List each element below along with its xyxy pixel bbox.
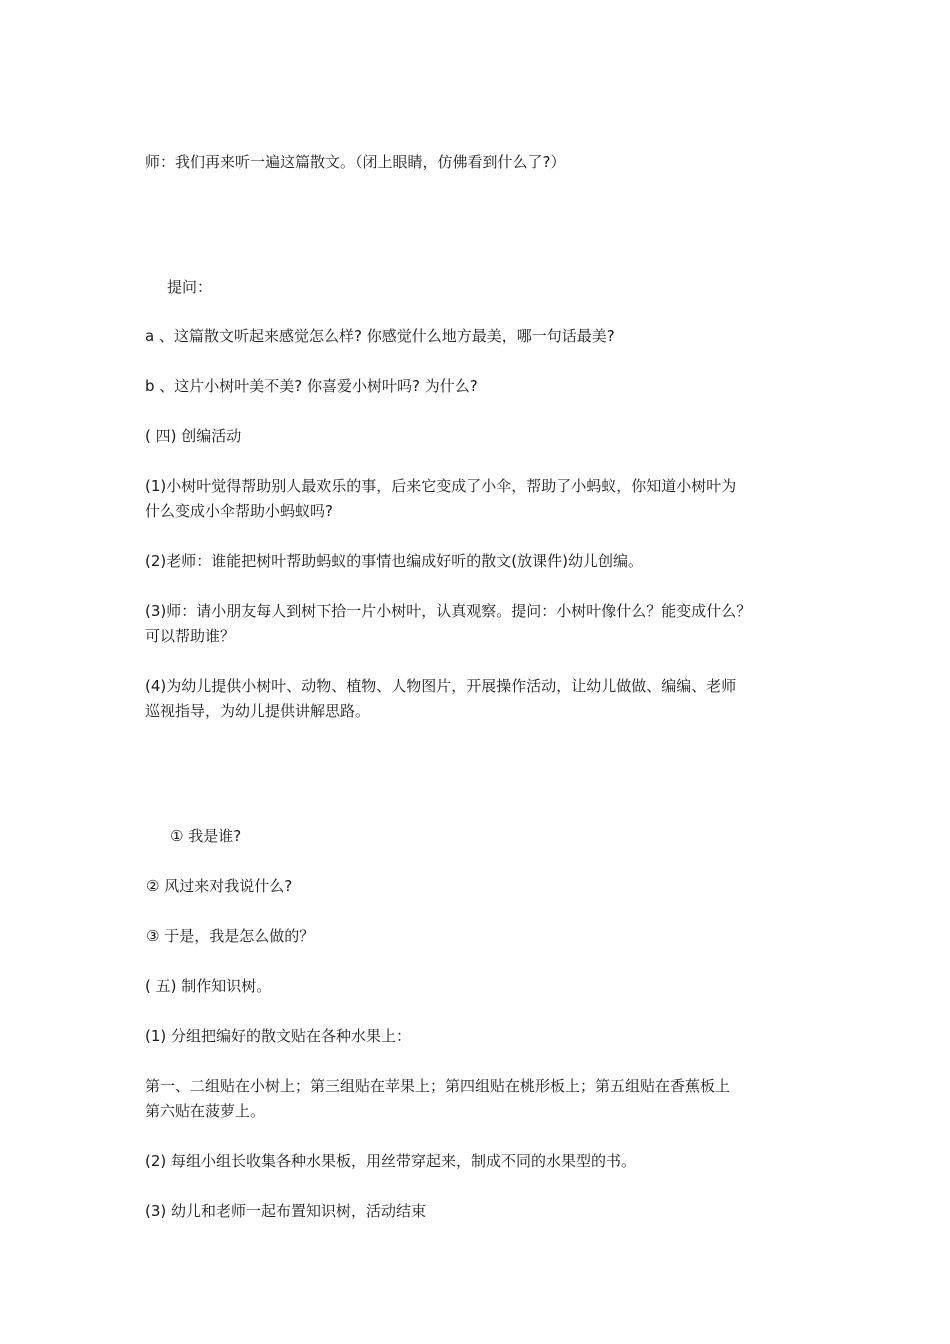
section-heading-creative: ( 四) 创编活动: [145, 427, 242, 445]
paragraph-item-1-line-2: 什么变成小伞帮助小蚂蚁吗?: [145, 502, 333, 520]
paragraph-item-1-line-1: (1)小树叶觉得帮助别人最欢乐的事，后来它变成了小伞，帮助了小蚂蚁，你知道小树叶为: [145, 477, 737, 495]
paragraph-item-2: (2)老师：谁能把树叶帮助蚂蚁的事情也编成好听的散文(放课件)幼儿创编。: [145, 552, 643, 570]
paragraph-groups-line-1: 第一、二组贴在小树上；第三组贴在苹果上；第四组贴在桃形板上；第五组贴在香蕉板上: [145, 1077, 731, 1095]
paragraph-step-2: (2) 每组小组长收集各种水果板，用丝带穿起来，制成不同的水果型的书。: [145, 1152, 637, 1170]
paragraph-step-1: (1) 分组把编好的散文贴在各种水果上：: [145, 1027, 412, 1045]
paragraph-item-4-line-1: (4)为幼儿提供小树叶、动物、植物、人物图片，开展操作活动，让幼儿做做、编编、老师: [145, 677, 737, 695]
paragraph-item-4-line-2: 巡视指导，为幼儿提供讲解思路。: [145, 702, 371, 720]
prompt-what-i-did: ③ 于是，我是怎么做的？: [146, 927, 315, 945]
paragraph-teacher-listen: 师：我们再来听一遍这篇散文。（闭上眼睛，仿佛看到什么了?）: [145, 153, 566, 171]
paragraph-question-b: b 、这片小树叶美不美? 你喜爱小树叶吗? 为什么?: [145, 377, 478, 395]
paragraph-groups-line-2: 第六贴在菠萝上。: [145, 1102, 266, 1120]
paragraph-step-3: (3) 幼儿和老师一起布置知识树，活动结束: [145, 1202, 427, 1220]
paragraph-item-3-line-2: 可以帮助谁？: [145, 627, 236, 645]
prompt-who-am-i: ① 我是谁?: [170, 827, 242, 845]
paragraph-question-a: a 、这篇散文听起来感觉怎么样? 你感觉什么地方最美，哪一句话最美?: [145, 327, 615, 345]
prompt-wind-says: ② 风过来对我说什么?: [146, 877, 293, 895]
paragraph-question-heading: 提问：: [167, 278, 213, 296]
section-heading-knowledge-tree: ( 五) 制作知识树。: [145, 977, 272, 995]
paragraph-item-3-line-1: (3)师：请小朋友每人到树下拾一片小树叶，认真观察。提问：小树叶像什么？能变成什么？: [145, 602, 752, 620]
